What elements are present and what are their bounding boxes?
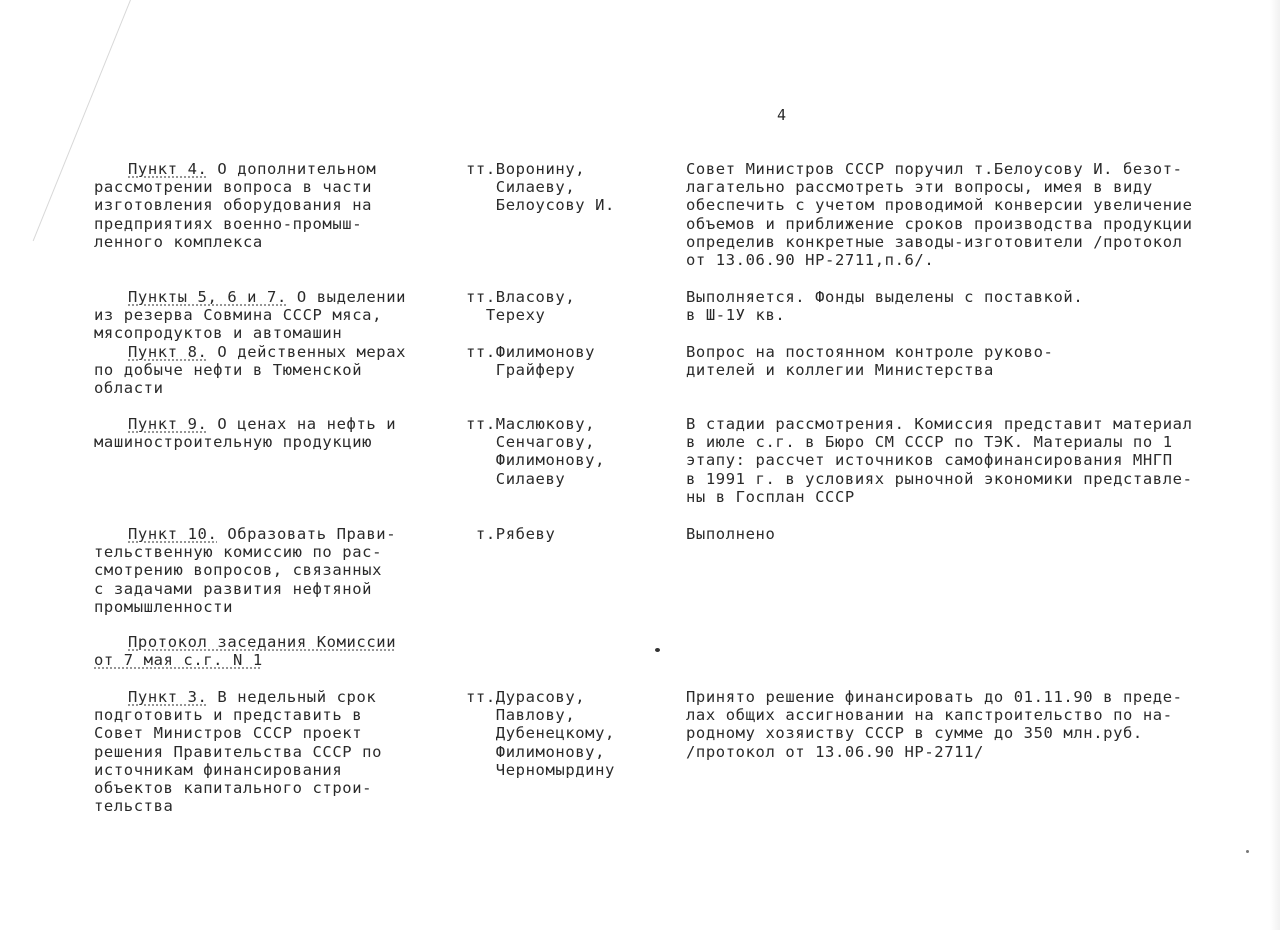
status-line: Выполнено <box>686 525 776 543</box>
responsible-name: тт.Власову, <box>466 288 576 306</box>
execution-status <box>686 525 775 543</box>
responsible-name: тт.Воронину, <box>466 160 586 178</box>
status-line: Вопрос на постоянном контроле руково- <box>686 343 1054 361</box>
status-line: лагательно рассмотреть эти вопросы, имея в виду <box>686 178 1153 197</box>
item-description <box>94 415 396 451</box>
item-description <box>94 525 396 616</box>
responsible-name: Сенчагову, <box>466 433 596 452</box>
status-line: Принято решение финансировать до 01.11.90 в преде- <box>686 688 1183 706</box>
status-line: лах общих ассигновании на капстроительство по на- <box>686 706 1173 725</box>
status-line: этапу: рассчет источников самофинансирования МНГП <box>686 451 1173 470</box>
item-text: с задачами развития нефтяной <box>94 579 373 598</box>
responsible-persons <box>466 288 575 324</box>
item-heading: Пункт 4. <box>128 160 208 178</box>
item-line <box>94 415 396 433</box>
item-heading: Пункт 9. <box>128 415 208 433</box>
item-text: промышленности <box>94 597 234 616</box>
item-line <box>94 633 396 651</box>
item-text: тельственную комиссию по рас- <box>94 543 383 562</box>
status-line: дителей и коллегии Министерства <box>686 361 994 380</box>
item-heading: Пункт 8. <box>128 343 208 361</box>
item-line <box>94 543 396 561</box>
status-line: в 1991 г. в условиях рыночной экономики представле- <box>686 469 1193 488</box>
item-text: по добыче нефти в Тюменской <box>94 361 363 380</box>
item-line <box>94 779 382 797</box>
item-heading: Пункт 3. <box>128 688 208 706</box>
item-text: О ценах на нефть и <box>207 415 397 433</box>
execution-status <box>686 160 1193 269</box>
responsible-name: тт.Маслюкову, <box>466 415 596 433</box>
item-text: области <box>94 379 164 398</box>
scan-edge-shadow <box>1270 0 1280 930</box>
page-number: 4 <box>777 106 787 124</box>
item-line <box>94 688 382 706</box>
item-text: Совет Министров СССР проект <box>94 724 363 743</box>
item-line <box>94 743 382 761</box>
status-line: В стадии рассмотрения. Комиссия представит материал <box>686 415 1193 433</box>
item-text: рассмотрении вопроса в части <box>94 178 373 197</box>
item-text: машиностроительную продукцию <box>94 433 373 452</box>
item-text: О действенных мерах <box>207 343 407 361</box>
item-line <box>94 580 396 598</box>
responsible-persons <box>466 525 555 543</box>
scan-speck <box>1246 850 1249 853</box>
responsible-name: Черномырдину <box>466 760 615 779</box>
responsible-persons <box>466 343 595 379</box>
item-line <box>94 306 406 324</box>
item-text: О выделении <box>286 288 407 306</box>
item-line <box>94 215 376 233</box>
item-text: решения Правительства СССР по <box>94 742 383 761</box>
item-text: ленного комплекса <box>94 232 263 251</box>
item-line <box>94 433 396 451</box>
responsible-name: Филимонову, <box>466 451 606 470</box>
item-text: объектов капитального строи- <box>94 779 373 798</box>
item-line <box>94 379 406 397</box>
responsible-name: Тереху <box>466 306 546 325</box>
item-text: смотрению вопросов, связанных <box>94 561 383 580</box>
responsible-name: Грайферу <box>466 361 576 380</box>
item-line <box>94 343 406 361</box>
item-text: подготовить и представить в <box>94 706 363 725</box>
status-line: /протокол от 13.06.90 НР-2711/ <box>686 742 984 761</box>
status-line: определив конкретные заводы-изготовители /протокол <box>686 232 1183 251</box>
item-line <box>94 724 382 742</box>
status-line: ны в Госплан СССР <box>686 487 855 506</box>
responsible-persons <box>466 415 605 488</box>
item-text: мясопродуктов и автомашин <box>94 324 343 343</box>
item-line <box>94 598 396 616</box>
item-description <box>94 633 396 669</box>
item-text: изготовления оборудования на <box>94 196 373 215</box>
item-description <box>94 688 382 815</box>
execution-status <box>686 415 1193 506</box>
item-text: из резерва Совмина СССР мяса, <box>94 306 383 325</box>
item-heading: от 7 мая с.г. N 1 <box>94 651 263 670</box>
item-heading: Пункты 5, 6 и 7. <box>128 288 287 306</box>
responsible-name: тт.Дурасову, <box>466 688 586 706</box>
item-line <box>94 178 376 196</box>
item-line <box>94 160 376 178</box>
item-line <box>94 797 382 815</box>
scan-speck <box>655 648 660 652</box>
status-line: обеспечить с учетом проводимой конверсии увеличение <box>686 196 1193 215</box>
item-line <box>94 561 396 579</box>
responsible-name: Силаеву, <box>466 178 576 197</box>
item-text: тельства <box>94 797 174 816</box>
responsible-name: Дубенецкому, <box>466 724 615 743</box>
responsible-persons <box>466 160 615 215</box>
item-line <box>94 706 382 724</box>
responsible-name: Павлову, <box>466 706 576 725</box>
responsible-name: Силаеву <box>466 469 566 488</box>
status-line: в Ш-1У кв. <box>686 306 786 325</box>
item-text: Образовать Прави- <box>217 525 397 543</box>
execution-status <box>686 343 1053 379</box>
item-text: О дополнительном <box>207 160 377 178</box>
item-line <box>94 651 396 669</box>
item-line <box>94 288 406 306</box>
status-line: объемов и приближение сроков производства продукции <box>686 214 1193 233</box>
item-text: предприятиях военно-промыш- <box>94 214 363 233</box>
item-heading: Протокол заседания Комиссии <box>128 633 397 651</box>
responsible-persons <box>466 688 615 779</box>
item-line <box>94 196 376 214</box>
item-description <box>94 288 406 343</box>
item-line <box>94 525 396 543</box>
item-line <box>94 324 406 342</box>
responsible-name: т.Рябеву <box>466 525 556 543</box>
item-description <box>94 343 406 398</box>
execution-status <box>686 288 1083 324</box>
status-line: родному хозяиству СССР в сумме до 350 млн.руб. <box>686 724 1143 743</box>
status-line: от 13.06.90 НР-2711,п.6/. <box>686 251 935 270</box>
item-description <box>94 160 376 251</box>
status-line: Выполняется. Фонды выделены с поставкой. <box>686 288 1084 306</box>
execution-status <box>686 688 1183 761</box>
status-line: в июле с.г. в Бюро СМ СССР по ТЭК. Материалы по 1 <box>686 433 1173 452</box>
item-line <box>94 361 406 379</box>
item-text: В недельный срок <box>207 688 377 706</box>
item-line <box>94 233 376 251</box>
item-text: источникам финансирования <box>94 760 343 779</box>
responsible-name: Филимонову, <box>466 742 606 761</box>
responsible-name: тт.Филимонову <box>466 343 596 361</box>
responsible-name: Белоусову И. <box>466 196 615 215</box>
status-line: Совет Министров СССР поручил т.Белоусову И. безот- <box>686 160 1183 178</box>
item-heading: Пункт 10. <box>128 525 218 543</box>
item-line <box>94 761 382 779</box>
